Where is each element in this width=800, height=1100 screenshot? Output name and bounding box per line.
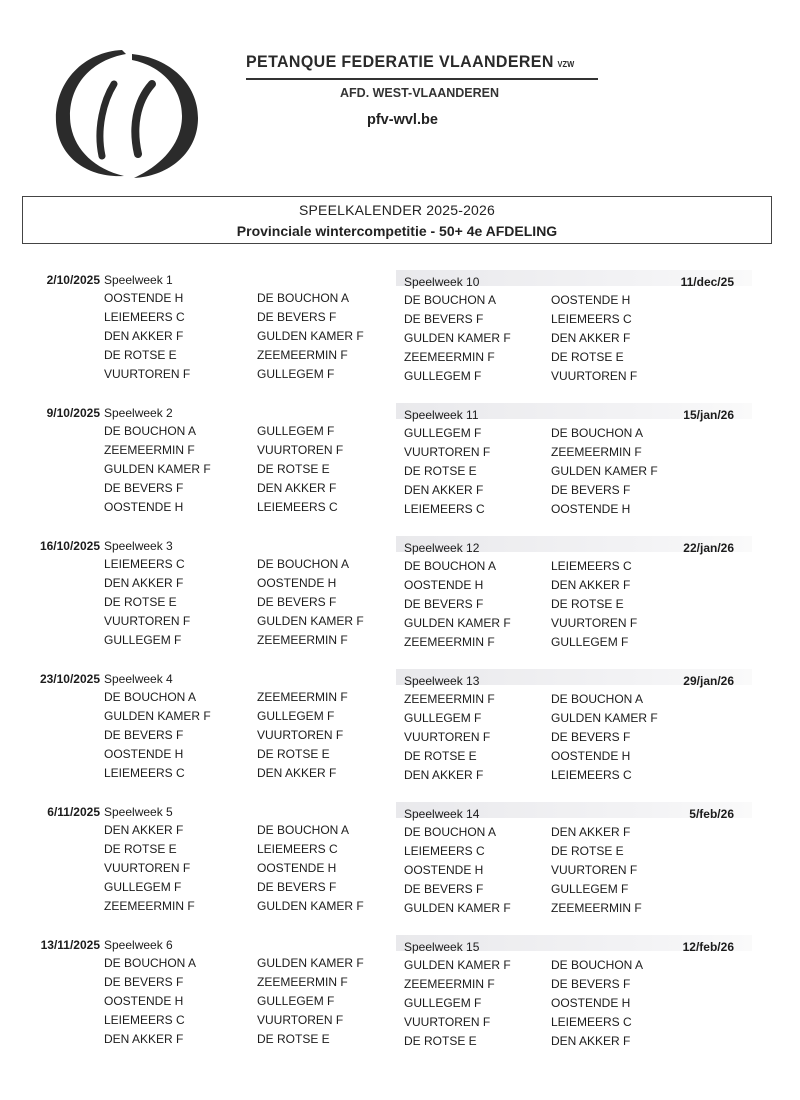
away-team: DE BEVERS F bbox=[257, 594, 337, 609]
week-date: 2/10/2025 bbox=[46, 273, 100, 287]
away-team: VUURTOREN F bbox=[257, 1012, 344, 1027]
return-away-team: DEN AKKER F bbox=[551, 330, 631, 345]
away-team: DE ROTSE E bbox=[257, 746, 330, 761]
return-home-team: ZEEMEERMIN F bbox=[404, 976, 495, 991]
away-team: ZEEMEERMIN F bbox=[257, 632, 348, 647]
return-home-team: DE BOUCHON A bbox=[404, 293, 497, 307]
home-team: DEN AKKER F bbox=[104, 328, 184, 343]
vzw-suffix: VZW bbox=[557, 60, 575, 69]
home-team: DE ROTSE E bbox=[104, 347, 177, 362]
return-away-team: DE BOUCHON A bbox=[551, 692, 644, 706]
away-team: OOSTENDE H bbox=[257, 860, 337, 875]
return-week-date: 15/jan/26 bbox=[683, 408, 734, 422]
return-away-team: GULLEGEM F bbox=[551, 634, 629, 649]
away-team: DE BOUCHON A bbox=[257, 557, 350, 571]
home-team: OOSTENDE H bbox=[104, 499, 184, 514]
home-team: DE BEVERS F bbox=[104, 480, 184, 495]
home-team: GULDEN KAMER F bbox=[104, 708, 211, 723]
week-date: 23/10/2025 bbox=[39, 672, 100, 686]
home-team: VUURTOREN F bbox=[104, 613, 191, 628]
home-team: LEIEMEERS C bbox=[104, 309, 185, 324]
away-team: GULDEN KAMER F bbox=[257, 956, 364, 970]
return-week-date: 11/dec/25 bbox=[680, 275, 734, 289]
week-label: Speelweek 3 bbox=[104, 539, 173, 553]
home-team: DE ROTSE E bbox=[104, 841, 177, 856]
home-team: DEN AKKER F bbox=[104, 575, 184, 590]
away-team: GULLEGEM F bbox=[257, 708, 335, 723]
return-week-label: Speelweek 11 bbox=[404, 408, 479, 422]
away-team: DE BOUCHON A bbox=[257, 823, 350, 837]
home-team: DE BOUCHON A bbox=[104, 690, 197, 704]
header-underline bbox=[246, 78, 598, 80]
home-team: GULDEN KAMER F bbox=[104, 461, 211, 476]
return-away-team: DE BOUCHON A bbox=[551, 958, 644, 972]
return-home-team: DE BEVERS F bbox=[404, 881, 484, 896]
away-team: VUURTOREN F bbox=[257, 727, 344, 742]
away-team: ZEEMEERMIN F bbox=[257, 974, 348, 989]
away-team: GULLEGEM F bbox=[257, 366, 335, 381]
home-team: GULLEGEM F bbox=[104, 879, 182, 894]
home-team: ZEEMEERMIN F bbox=[104, 442, 195, 457]
home-team: VUURTOREN F bbox=[104, 860, 191, 875]
home-team: LEIEMEERS C bbox=[104, 557, 185, 571]
return-away-team: OOSTENDE H bbox=[551, 995, 631, 1010]
return-home-team: GULLEGEM F bbox=[404, 368, 482, 383]
home-team: DE BEVERS F bbox=[104, 974, 184, 989]
federation-name: PETANQUE FEDERATIE VLAANDEREN bbox=[246, 52, 554, 71]
home-team: DE BEVERS F bbox=[104, 727, 184, 742]
return-away-team: OOSTENDE H bbox=[551, 501, 631, 516]
return-away-team: DE BEVERS F bbox=[551, 482, 631, 497]
away-team: LEIEMEERS C bbox=[257, 841, 338, 856]
away-team: ZEEMEERMIN F bbox=[257, 690, 348, 704]
return-home-team: LEIEMEERS C bbox=[404, 501, 485, 516]
return-week-label: Speelweek 14 bbox=[404, 807, 480, 821]
away-team: DEN AKKER F bbox=[257, 765, 337, 780]
return-week-label: Speelweek 13 bbox=[404, 674, 480, 688]
home-team: DE ROTSE E bbox=[104, 594, 177, 609]
return-away-team: DE BEVERS F bbox=[551, 976, 631, 991]
return-home-team: DE ROTSE E bbox=[404, 463, 477, 478]
week-label: Speelweek 1 bbox=[104, 273, 173, 287]
return-home-team: OOSTENDE H bbox=[404, 862, 484, 877]
return-home-team: DE ROTSE E bbox=[404, 1033, 477, 1048]
return-week-date: 22/jan/26 bbox=[683, 541, 734, 555]
return-week-label: Speelweek 10 bbox=[404, 275, 480, 289]
logo-swoosh-outer bbox=[56, 50, 126, 176]
week-label: Speelweek 6 bbox=[104, 938, 173, 952]
return-away-team: LEIEMEERS C bbox=[551, 559, 632, 573]
return-home-team: VUURTOREN F bbox=[404, 729, 491, 744]
return-home-team: GULDEN KAMER F bbox=[404, 958, 511, 972]
return-home-team: DE ROTSE E bbox=[404, 748, 477, 763]
week-label: Speelweek 4 bbox=[104, 672, 173, 686]
home-team: LEIEMEERS C bbox=[104, 1012, 185, 1027]
away-team: LEIEMEERS C bbox=[257, 499, 338, 514]
week-date: 6/11/2025 bbox=[47, 805, 100, 819]
logo-stroke-left bbox=[100, 84, 114, 156]
return-week-label: Speelweek 15 bbox=[404, 940, 480, 954]
return-home-team: DEN AKKER F bbox=[404, 767, 484, 782]
week-label: Speelweek 5 bbox=[104, 805, 173, 819]
away-team: GULDEN KAMER F bbox=[257, 898, 364, 913]
return-away-team: GULLEGEM F bbox=[551, 881, 629, 896]
week-date: 9/10/2025 bbox=[46, 406, 100, 420]
federation-title bbox=[246, 52, 574, 72]
away-team: DE BEVERS F bbox=[257, 309, 337, 324]
return-home-team: GULLEGEM F bbox=[404, 995, 482, 1010]
return-away-team: DE ROTSE E bbox=[551, 596, 624, 611]
return-home-team: GULDEN KAMER F bbox=[404, 330, 511, 345]
home-team: OOSTENDE H bbox=[104, 993, 184, 1008]
return-home-team: OOSTENDE H bbox=[404, 577, 484, 592]
home-team: DEN AKKER F bbox=[104, 823, 184, 837]
home-team: GULLEGEM F bbox=[104, 632, 182, 647]
return-home-team: GULDEN KAMER F bbox=[404, 900, 511, 915]
home-team: OOSTENDE H bbox=[104, 291, 184, 305]
return-home-team: DE BEVERS F bbox=[404, 311, 484, 326]
return-away-team: DE BEVERS F bbox=[551, 729, 631, 744]
calendar-title: SPEELKALENDER 2025-2026 bbox=[298, 202, 496, 218]
home-team: LEIEMEERS C bbox=[104, 765, 185, 780]
competition-title: Provinciale wintercompetitie - 50+ 4e AFDELING bbox=[236, 223, 558, 239]
return-home-team: GULLEGEM F bbox=[404, 426, 482, 440]
return-away-team: ZEEMEERMIN F bbox=[551, 900, 642, 915]
return-home-team: DE BEVERS F bbox=[404, 596, 484, 611]
return-away-team: GULDEN KAMER F bbox=[551, 710, 658, 725]
away-team: GULLEGEM F bbox=[257, 424, 335, 438]
return-away-team: OOSTENDE H bbox=[551, 748, 631, 763]
away-team: DE BOUCHON A bbox=[257, 291, 350, 305]
return-home-team: LEIEMEERS C bbox=[404, 843, 485, 858]
away-team: GULLEGEM F bbox=[257, 993, 335, 1008]
return-away-team: ZEEMEERMIN F bbox=[551, 444, 642, 459]
calendar-title-box bbox=[22, 196, 772, 244]
return-away-team: VUURTOREN F bbox=[551, 615, 638, 630]
return-week-label: Speelweek 12 bbox=[404, 541, 480, 555]
home-team: DEN AKKER F bbox=[104, 1031, 184, 1046]
away-team: DEN AKKER F bbox=[257, 480, 337, 495]
department-name: AFD. WEST-VLAANDEREN bbox=[340, 86, 500, 100]
return-home-team: GULDEN KAMER F bbox=[404, 615, 511, 630]
return-home-team: ZEEMEERMIN F bbox=[404, 634, 495, 649]
away-team: GULDEN KAMER F bbox=[257, 613, 364, 628]
return-away-team: VUURTOREN F bbox=[551, 368, 638, 383]
return-away-team: GULDEN KAMER F bbox=[551, 463, 658, 478]
return-home-team: ZEEMEERMIN F bbox=[404, 349, 495, 364]
logo-swoosh-inner bbox=[132, 54, 198, 178]
home-team: VUURTOREN F bbox=[104, 366, 191, 381]
return-home-team: ZEEMEERMIN F bbox=[404, 692, 495, 706]
return-home-team: VUURTOREN F bbox=[404, 1014, 491, 1029]
return-home-team: DE BOUCHON A bbox=[404, 559, 497, 573]
website-text: pfv-wvl.be bbox=[367, 112, 438, 128]
away-team: DE ROTSE E bbox=[257, 461, 330, 476]
away-team: ZEEMEERMIN F bbox=[257, 347, 348, 362]
return-away-team: VUURTOREN F bbox=[551, 862, 638, 877]
return-home-team: VUURTOREN F bbox=[404, 444, 491, 459]
federation-logo bbox=[52, 44, 202, 182]
return-away-team: OOSTENDE H bbox=[551, 293, 631, 307]
away-team: VUURTOREN F bbox=[257, 442, 344, 457]
return-away-team: LEIEMEERS C bbox=[551, 767, 632, 782]
away-team: OOSTENDE H bbox=[257, 575, 337, 590]
home-team: ZEEMEERMIN F bbox=[104, 898, 195, 913]
week-date: 16/10/2025 bbox=[39, 539, 100, 553]
return-away-team: DE BOUCHON A bbox=[551, 426, 644, 440]
return-week-date: 5/feb/26 bbox=[689, 807, 734, 821]
return-away-team: DEN AKKER F bbox=[551, 1033, 631, 1048]
return-home-team: GULLEGEM F bbox=[404, 710, 482, 725]
home-team: DE BOUCHON A bbox=[104, 956, 197, 970]
week-date: 13/11/2025 bbox=[40, 938, 100, 952]
away-team: DE BEVERS F bbox=[257, 879, 337, 894]
week-label: Speelweek 2 bbox=[104, 406, 173, 420]
return-home-team: DE BOUCHON A bbox=[404, 825, 497, 839]
return-week-date: 12/feb/26 bbox=[682, 940, 734, 954]
return-week-date: 29/jan/26 bbox=[683, 674, 734, 688]
away-team: GULDEN KAMER F bbox=[257, 328, 364, 343]
return-away-team: LEIEMEERS C bbox=[551, 311, 632, 326]
return-away-team: DEN AKKER F bbox=[551, 825, 631, 839]
home-team: DE BOUCHON A bbox=[104, 424, 197, 438]
return-away-team: DE ROTSE E bbox=[551, 843, 624, 858]
return-home-team: DEN AKKER F bbox=[404, 482, 484, 497]
logo-stroke-right bbox=[135, 84, 152, 154]
return-away-team: DE ROTSE E bbox=[551, 349, 624, 364]
return-away-team: LEIEMEERS C bbox=[551, 1014, 632, 1029]
away-team: DE ROTSE E bbox=[257, 1031, 330, 1046]
return-away-team: DEN AKKER F bbox=[551, 577, 631, 592]
home-team: OOSTENDE H bbox=[104, 746, 184, 761]
